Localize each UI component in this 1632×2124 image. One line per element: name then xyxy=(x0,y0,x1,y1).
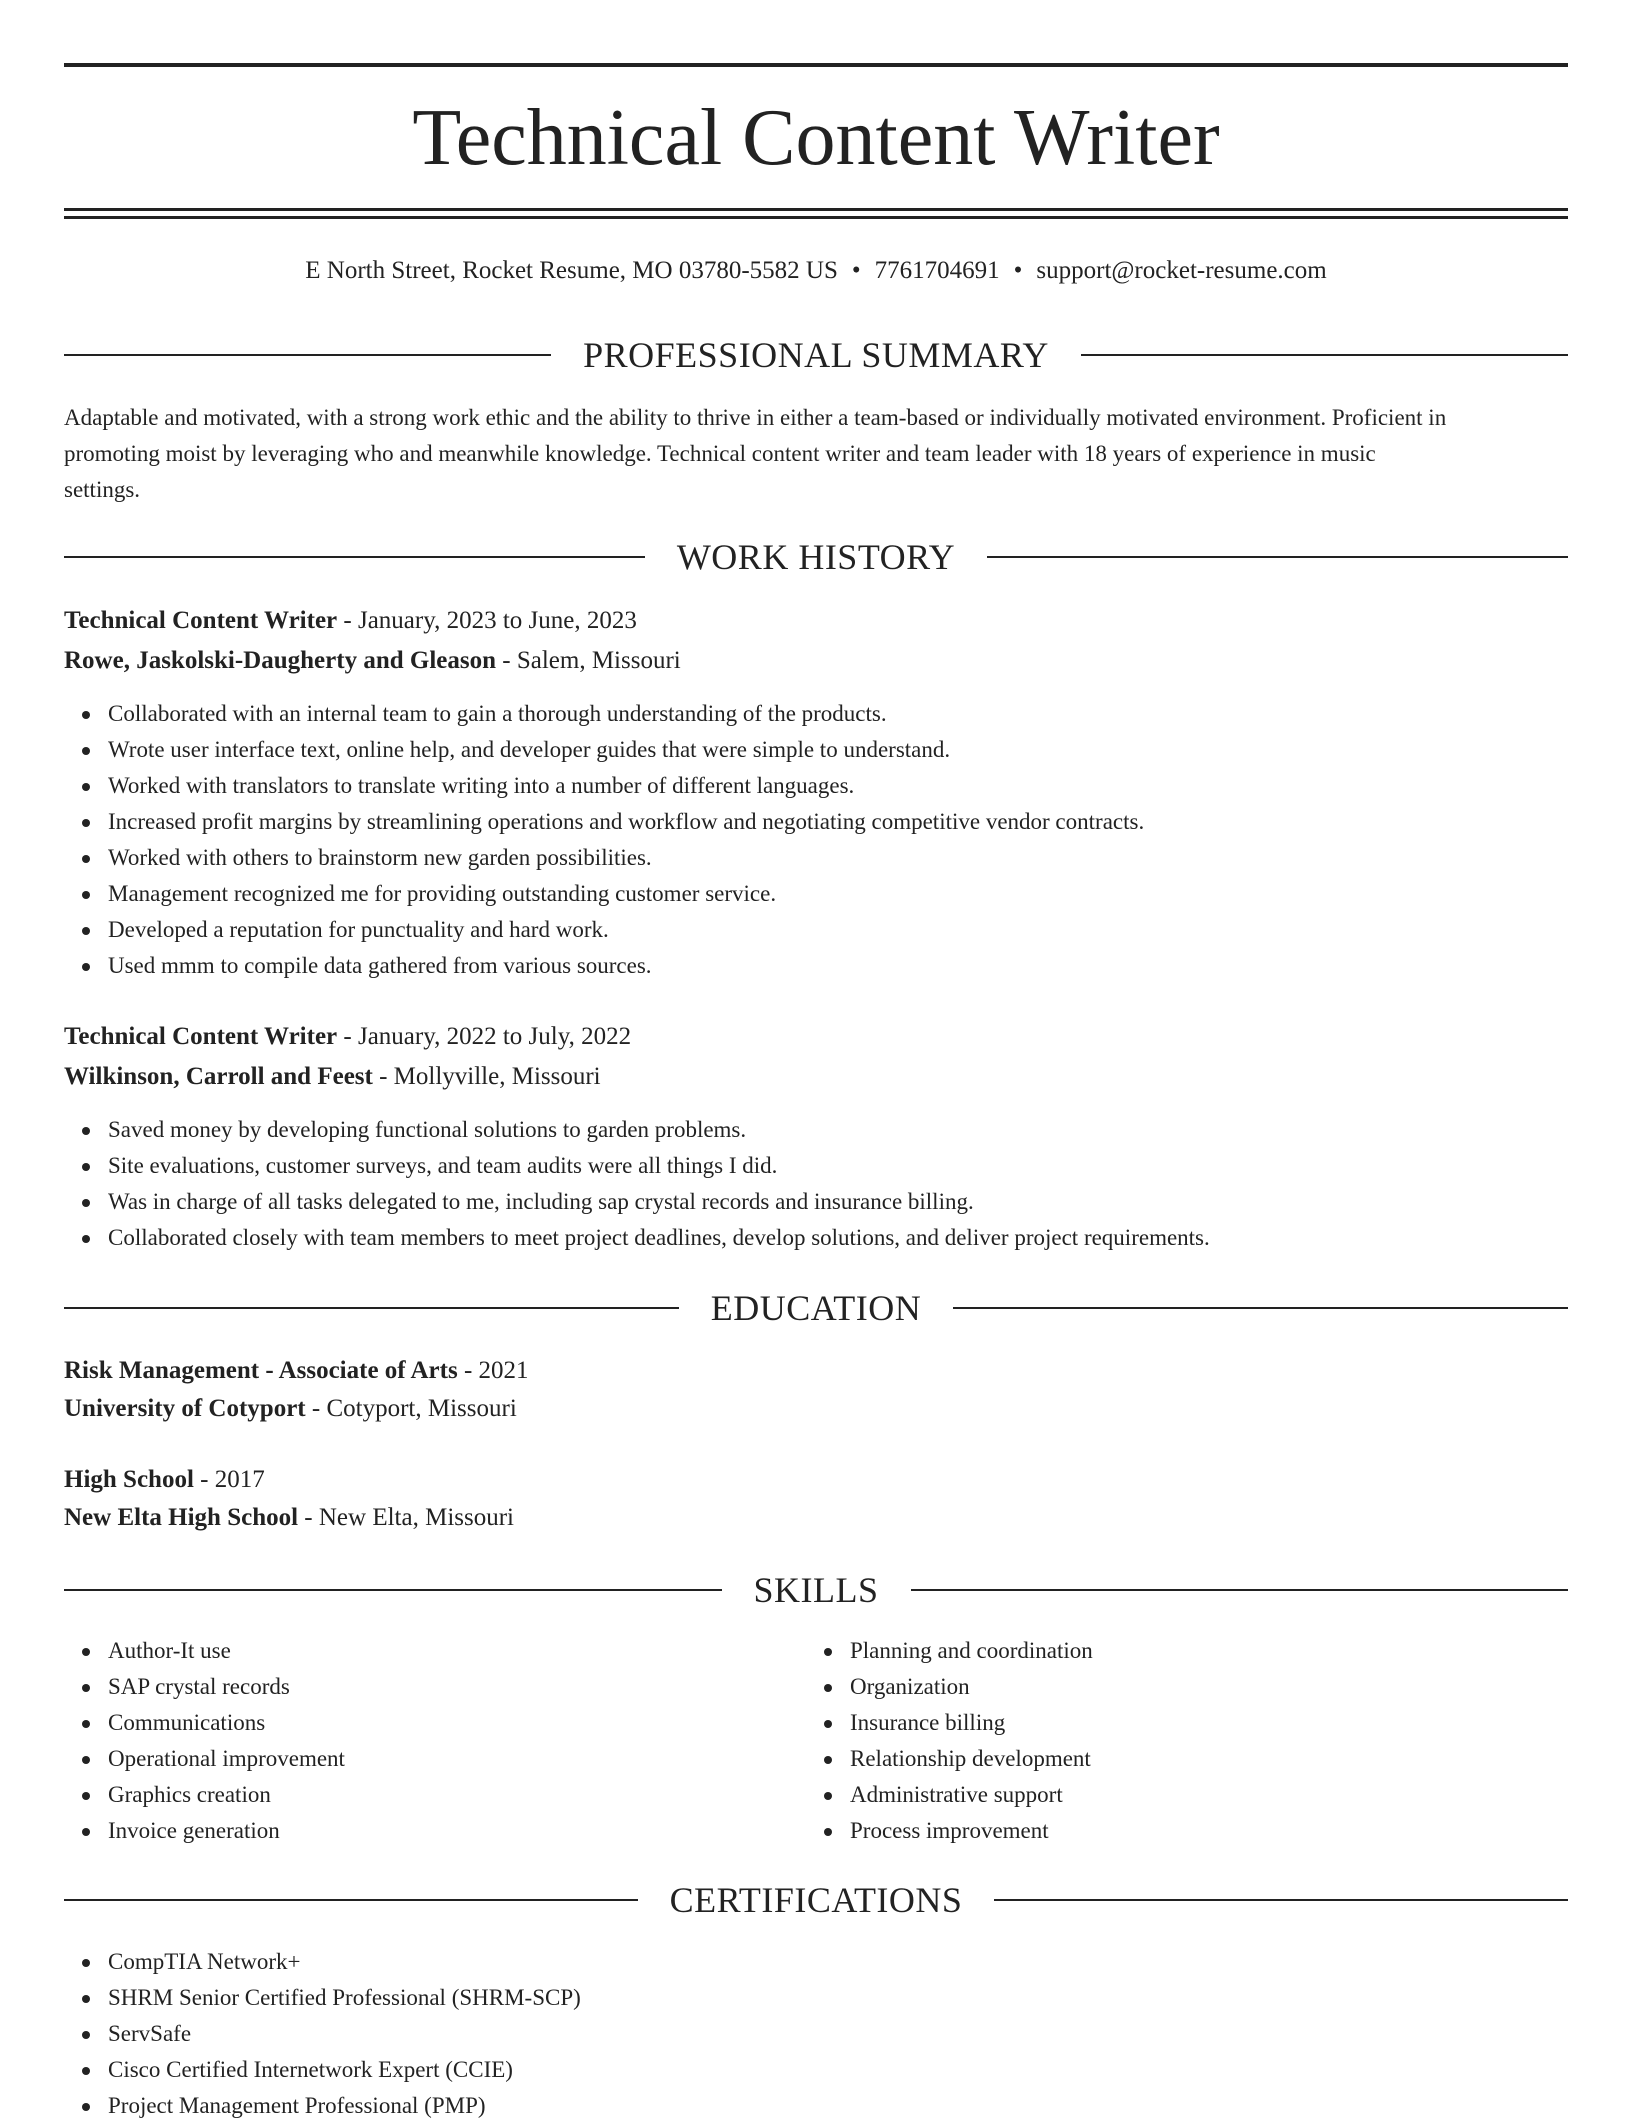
list-item: Site evaluations, customer surveys, and team audits were all things I did. xyxy=(108,1148,1210,1184)
list-item: Increased profit margins by streamlining operations and workflow and negotiating competitive vendor contracts. xyxy=(108,804,1144,840)
education-degree-line xyxy=(64,1353,1568,1389)
job-title-line xyxy=(64,1019,1568,1055)
education-school-line xyxy=(64,1391,1568,1427)
list-item: Operational improvement xyxy=(108,1741,345,1777)
list-item: Project Management Professional (PMP) xyxy=(108,2088,581,2124)
dash: - xyxy=(463,1357,473,1384)
summary-line: Adaptable and motivated, with a strong work ethic and the ability to thrive in either a team-based or individually motivated environment. Proficient in xyxy=(64,405,1447,430)
job-company: Wilkinson, Carroll and Feest xyxy=(64,1063,373,1090)
skills-list-right xyxy=(806,1633,1093,1849)
list-item: Invoice generation xyxy=(108,1813,345,1849)
education-year: 2017 xyxy=(214,1466,265,1493)
heading-rule-left xyxy=(64,1899,638,1901)
section-title: WORK HISTORY xyxy=(676,537,956,577)
header-double-rule-lower xyxy=(64,216,1568,219)
list-item: Author-It use xyxy=(108,1633,345,1669)
job-dates: January, 2023 to June, 2023 xyxy=(357,607,637,634)
list-item: Administrative support xyxy=(850,1777,1093,1813)
job-location: Salem, Missouri xyxy=(516,647,681,674)
list-item: SHRM Senior Certified Professional (SHRM-SCP) xyxy=(108,1980,581,2016)
list-item: Relationship development xyxy=(850,1741,1093,1777)
section-heading-skills xyxy=(64,1568,1568,1612)
dash: - xyxy=(343,607,352,634)
heading-rule-right xyxy=(911,1589,1569,1591)
section-title: EDUCATION xyxy=(710,1288,922,1328)
list-item: Organization xyxy=(850,1669,1093,1705)
list-item: Collaborated closely with team members to meet project deadlines, develop solutions, and deliver project requirements. xyxy=(108,1220,1210,1256)
contact-separator: • xyxy=(1013,257,1023,284)
list-item: Wrote user interface text, online help, and developer guides that were simple to understand. xyxy=(108,732,1144,768)
contact-address: E North Street, Rocket Resume, MO 03780-5582 US xyxy=(305,257,838,284)
summary-text xyxy=(64,400,1568,508)
heading-rule-left xyxy=(64,1589,722,1591)
education-degree-line xyxy=(64,1462,1568,1498)
section-heading-summary xyxy=(64,333,1568,377)
summary-line: promoting moist by leveraging who and meanwhile knowledge. Technical content writer and team leader with 18 years of experience in music xyxy=(64,441,1376,466)
contact-separator: • xyxy=(851,257,861,284)
job-dates: January, 2022 to July, 2022 xyxy=(357,1023,632,1050)
section-heading-work-history xyxy=(64,535,1568,579)
contact-line xyxy=(64,253,1568,289)
education-school: University of Cotyport xyxy=(64,1395,306,1422)
section-heading-certifications xyxy=(64,1878,1568,1922)
dash: - xyxy=(343,1023,352,1050)
list-item: CompTIA Network+ xyxy=(108,1944,581,1980)
job-bullets xyxy=(64,1112,1210,1256)
job-company: Rowe, Jaskolski-Daugherty and Gleason xyxy=(64,647,496,674)
education-location: New Elta, Missouri xyxy=(318,1504,514,1531)
section-title: SKILLS xyxy=(753,1570,879,1610)
summary-line: settings. xyxy=(64,477,141,502)
dash: - xyxy=(304,1504,313,1531)
heading-rule-right xyxy=(987,556,1568,558)
dash: - xyxy=(200,1466,209,1493)
dash: - xyxy=(311,1395,321,1422)
education-year: 2021 xyxy=(478,1357,529,1384)
job-location: Mollyville, Missouri xyxy=(393,1063,601,1090)
contact-email[interactable]: support@rocket-resume.com xyxy=(1036,257,1327,284)
job-title-line xyxy=(64,603,1568,639)
section-title: CERTIFICATIONS xyxy=(669,1880,963,1920)
job-title: Technical Content Writer xyxy=(64,1023,338,1050)
list-item: Saved money by developing functional solutions to garden problems. xyxy=(108,1112,1210,1148)
education-degree: High School xyxy=(64,1466,194,1493)
list-item: Worked with translators to translate writing into a number of different languages. xyxy=(108,768,1144,804)
header-top-rule xyxy=(64,63,1568,67)
list-item: Collaborated with an internal team to gain a thorough understanding of the products. xyxy=(108,696,1144,732)
list-item: Used mmm to compile data gathered from various sources. xyxy=(108,948,1144,984)
list-item: Insurance billing xyxy=(850,1705,1093,1741)
list-item: Management recognized me for providing outstanding customer service. xyxy=(108,876,1144,912)
education-school: New Elta High School xyxy=(64,1504,299,1531)
contact-phone: 7761704691 xyxy=(874,257,1000,284)
job-company-line xyxy=(64,1059,1568,1095)
heading-rule-right xyxy=(994,1899,1568,1901)
list-item: SAP crystal records xyxy=(108,1669,345,1705)
heading-rule-right xyxy=(1081,354,1568,356)
list-item: ServSafe xyxy=(108,2016,581,2052)
education-degree: Risk Management - Associate of Arts xyxy=(64,1357,458,1384)
education-school-line xyxy=(64,1500,1568,1536)
resume-name: Technical Content Writer xyxy=(412,94,1220,182)
list-item: Process improvement xyxy=(850,1813,1093,1849)
education-location: Cotyport, Missouri xyxy=(326,1395,517,1422)
heading-rule-left xyxy=(64,556,645,558)
list-item: Graphics creation xyxy=(108,1777,345,1813)
list-item: Cisco Certified Internetwork Expert (CCIE) xyxy=(108,2052,581,2088)
dash: - xyxy=(379,1063,388,1090)
list-item: Worked with others to brainstorm new garden possibilities. xyxy=(108,840,1144,876)
list-item: Developed a reputation for punctuality and hard work. xyxy=(108,912,1144,948)
section-heading-education xyxy=(64,1286,1568,1330)
list-item: Was in charge of all tasks delegated to me, including sap crystal records and insurance billing. xyxy=(108,1184,1210,1220)
heading-rule-left xyxy=(64,1307,679,1309)
heading-rule-right xyxy=(953,1307,1568,1309)
list-item: Planning and coordination xyxy=(850,1633,1093,1669)
header-double-rule-upper xyxy=(64,208,1568,211)
dash: - xyxy=(502,647,511,674)
job-title: Technical Content Writer xyxy=(64,607,338,634)
skills-list-left xyxy=(64,1633,345,1849)
heading-rule-left xyxy=(64,354,551,356)
certifications-list xyxy=(64,1944,581,2124)
job-company-line xyxy=(64,643,1568,679)
job-bullets xyxy=(64,696,1144,984)
section-title: PROFESSIONAL SUMMARY xyxy=(583,335,1049,375)
list-item: Communications xyxy=(108,1705,345,1741)
